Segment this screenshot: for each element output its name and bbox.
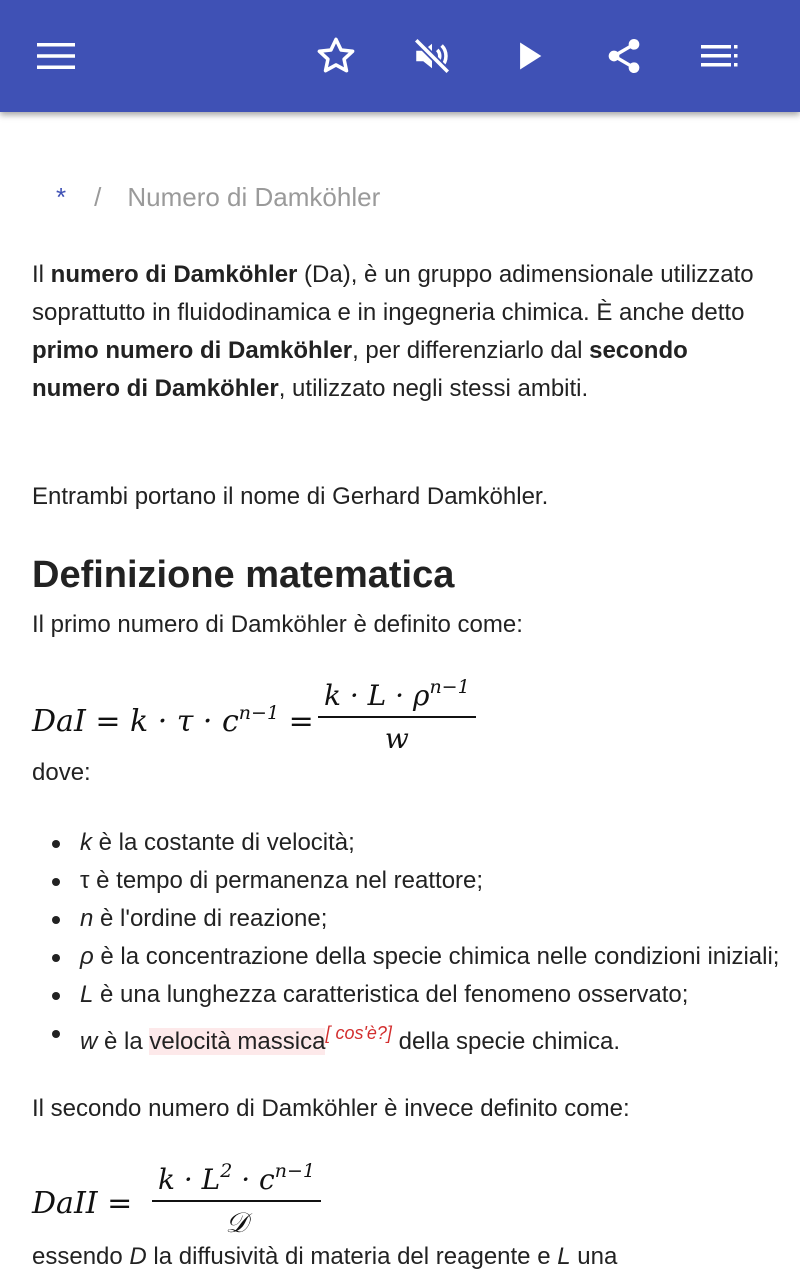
menu-button[interactable] (26, 26, 86, 86)
list-item: k è la costante di velocità; (80, 824, 780, 862)
bold-term-second: secondo numero di Damköhler (32, 337, 688, 402)
equation1-lhs: DaI = $k \cdot \tau \cdot c^{n-1}$ = (32, 702, 314, 739)
equation2-numerator: $k \cdot L^2 \cdot c^{n-1}$ (158, 1160, 315, 1196)
list-item: L è una lunghezza caratteristica del fenomeno osservato; (80, 976, 780, 1014)
second-definition-intro: Il secondo numero di Damköhler è invece definito come: (32, 1095, 630, 1122)
equation2-lhs: DaII = (32, 1186, 133, 1221)
app-toolbar (0, 0, 800, 112)
breadcrumb-separator: / (94, 182, 102, 212)
favorite-button[interactable] (306, 26, 366, 86)
list-item: w è la velocità massica[ cos'è?] della specie chimica. (80, 1014, 780, 1061)
volume-off-icon (411, 35, 453, 77)
list-item: n è l'ordine di reazione; (80, 900, 780, 938)
contents-button[interactable] (690, 26, 750, 86)
definition-intro: Il primo numero di Damköhler è definito come: (32, 611, 523, 638)
equation1-numerator: $k \cdot L \cdot \rho^{n-1}$ (324, 676, 470, 712)
name-origin-paragraph: Entrambi portano il nome di Gerhard Damköhler. (32, 483, 549, 510)
equation1-fraction (318, 676, 476, 755)
list-item: τ è tempo di permanenza nel reattore; (80, 862, 780, 900)
breadcrumb (56, 182, 380, 213)
play-icon (513, 39, 547, 73)
hamburger-menu-icon (37, 42, 75, 70)
intro-paragraph: Il numero di Damköhler (Da), è un gruppo adimensionale utilizzato soprattutto in fluidodinamica e in ingegneria chimica. È anche detto primo numero di Damköhler, per differenziarlo dal secondo numero di Damköhler, utilizzato negli stessi ambiti. (32, 261, 754, 402)
share-button[interactable] (594, 26, 654, 86)
share-icon (604, 36, 644, 76)
list-item: ρ è la concentrazione della specie chimica nelle condizioni iniziali; (80, 938, 780, 976)
bold-term-first: primo numero di Damköhler (32, 337, 353, 364)
variables-list (32, 824, 780, 1061)
play-button[interactable] (500, 26, 560, 86)
velocita-massica-link[interactable]: velocità massica (149, 1028, 326, 1055)
equation2-denominator: 𝒟 (225, 1206, 248, 1239)
bold-term-damkohler: numero di Damköhler (50, 261, 298, 288)
section-heading: Definizione matematica (32, 554, 455, 596)
mute-button[interactable] (402, 26, 462, 86)
breadcrumb-home-link[interactable]: * (56, 182, 67, 212)
diffusivity-paragraph: essendo D la diffusività di materia del reagente e L una (32, 1243, 618, 1270)
breadcrumb-current: Numero di Damköhler (127, 182, 381, 212)
dove-label: dove: (32, 759, 91, 786)
citation-needed-link[interactable]: [ cos'è?] (325, 1023, 392, 1043)
equation2-fraction (152, 1160, 321, 1240)
playlist-icon (701, 42, 739, 70)
equation1-denominator: w (384, 722, 409, 755)
star-icon (315, 35, 357, 77)
